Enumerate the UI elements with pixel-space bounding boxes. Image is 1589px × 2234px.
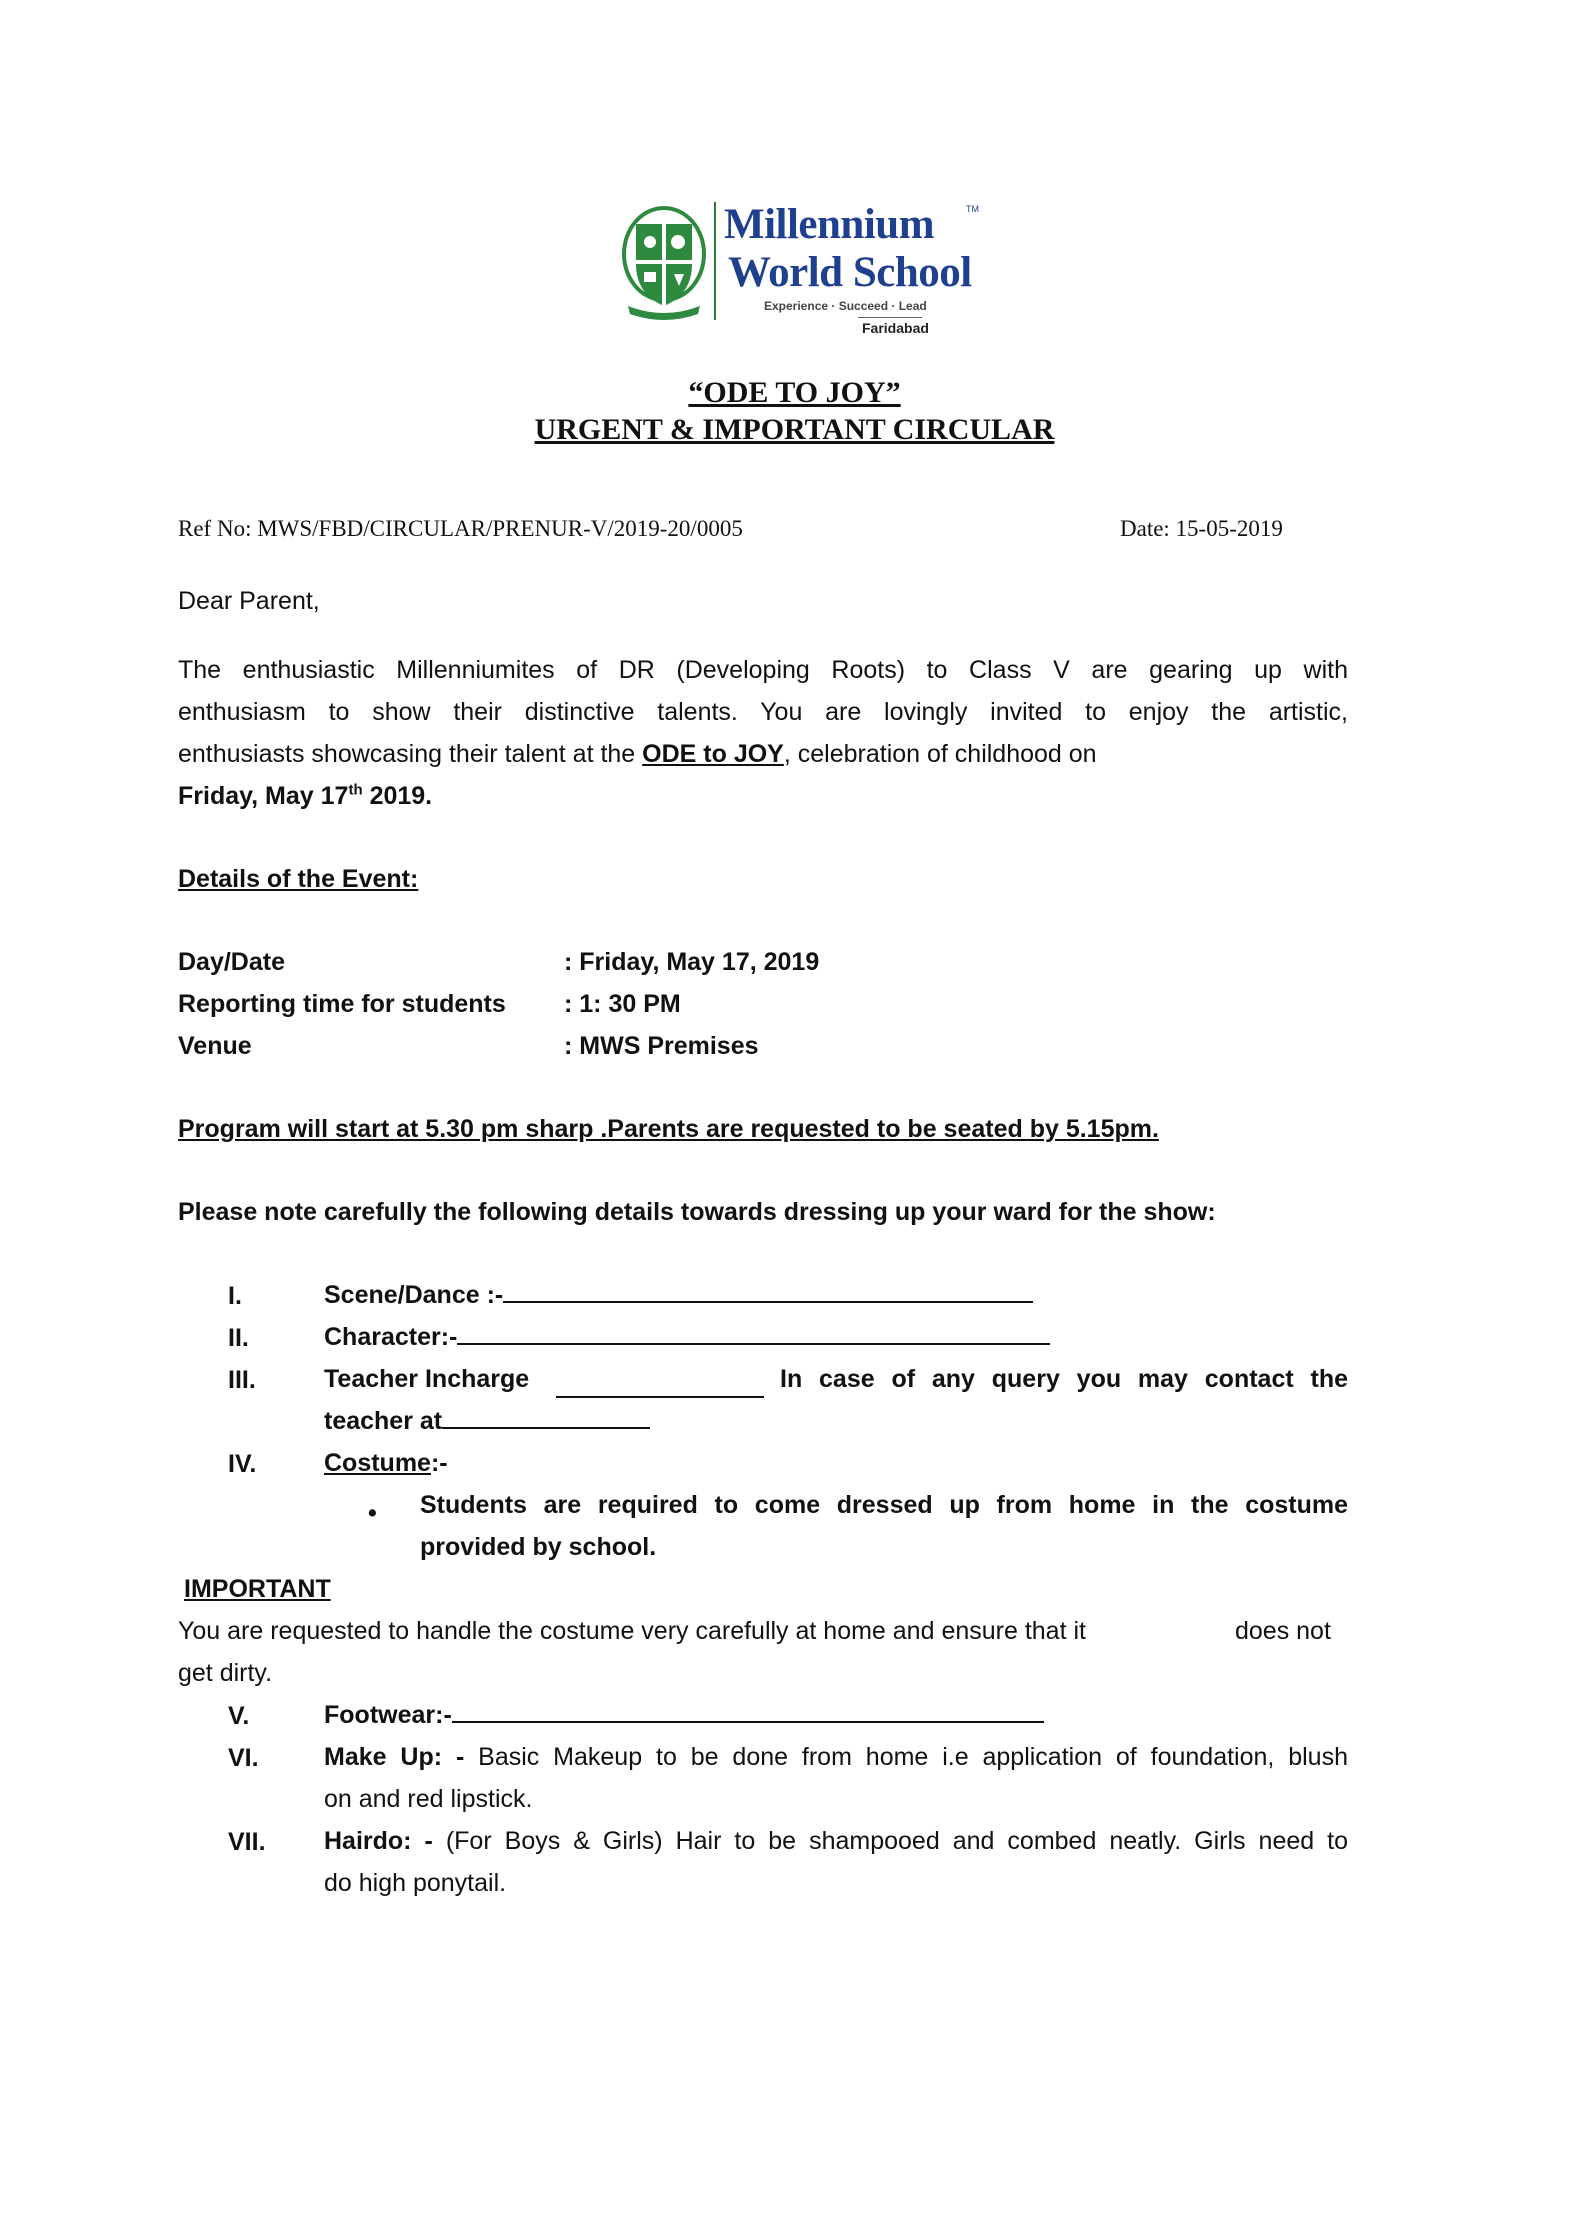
brand-line-2: World School <box>728 249 972 296</box>
intro-line-3 <box>178 733 1348 775</box>
detail-value-day-date: : Friday, May 17, 2019 <box>564 948 820 976</box>
item-scene-dance <box>324 1274 1033 1316</box>
hairdo-text-1: (For Boys & Girls) Hair to be shampooed and combed neatly. Girls need to <box>432 1827 1348 1855</box>
important-heading: IMPORTANT <box>184 1575 331 1603</box>
brand-tagline: Experience · Succeed · Lead <box>764 299 927 313</box>
footwear-label: Footwear:- <box>324 1701 452 1729</box>
event-date-year: 2019. <box>362 782 433 810</box>
intro-line-3-text: enthusiasts showcasing their talent at the <box>178 740 643 768</box>
detail-value-venue: : MWS Premises <box>564 1032 759 1060</box>
item-number-2: II. <box>228 1324 249 1352</box>
intro-line-3-end: , celebration of childhood on <box>783 740 1097 768</box>
teacher-incharge-blank <box>556 1370 764 1398</box>
important-text-line-1: You are requested to handle the costume very carefully at home and ensure that it <box>178 1617 1086 1645</box>
item-number-1: I. <box>228 1282 242 1310</box>
item-character <box>324 1316 1050 1358</box>
scene-dance-blank <box>503 1275 1033 1303</box>
important-text-line-2: get dirty. <box>178 1659 273 1687</box>
teacher-query-text: In case of any query you may contact the <box>780 1365 1348 1393</box>
costume-label: Costume <box>324 1449 431 1477</box>
teacher-incharge-label: Teacher Incharge <box>324 1365 530 1393</box>
hairdo-label: Hairdo: - <box>324 1827 433 1855</box>
detail-label-venue: Venue <box>178 1032 252 1060</box>
make-up-text-2: on and red lipstick. <box>324 1785 533 1813</box>
brand-line-1: Millennium <box>724 201 935 248</box>
circular-title: “ODE TO JOY” <box>688 376 901 409</box>
salutation: Dear Parent, <box>178 587 320 615</box>
details-heading: Details of the Event: <box>178 865 419 893</box>
costume-bullet-line-2: provided by school. <box>420 1533 657 1561</box>
event-name: ODE to JOY <box>642 740 784 768</box>
trademark-mark: TM <box>966 204 979 214</box>
event-date-suffix: th <box>348 781 363 799</box>
logo-divider <box>714 202 716 320</box>
circular-subtitle: URGENT & IMPORTANT CIRCULAR <box>534 413 1055 446</box>
reference-number: Ref No: MWS/FBD/CIRCULAR/PRENUR-V/2019-20/0005 <box>178 516 743 541</box>
circular-date: Date: 15-05-2019 <box>1120 516 1283 541</box>
item-make-up <box>324 1736 1348 1778</box>
teacher-contact-line <box>324 1400 650 1442</box>
detail-value-reporting-time: : 1: 30 PM <box>564 990 681 1018</box>
item-number-5: V. <box>228 1702 250 1730</box>
dress-instructions: Please note carefully the following details towards dressing up your ward for the show: <box>178 1198 1216 1226</box>
detail-label-reporting-time: Reporting time for students <box>178 990 506 1018</box>
event-date-line <box>178 775 1348 817</box>
event-date-text: Friday, May 17 <box>178 782 349 810</box>
costume-suffix: :- <box>430 1449 448 1477</box>
scene-dance-label: Scene/Dance :- <box>324 1281 504 1309</box>
footwear-blank <box>452 1695 1044 1723</box>
item-footwear <box>324 1694 1044 1736</box>
intro-paragraph <box>178 649 1348 817</box>
item-hairdo <box>324 1820 1348 1862</box>
bullet-icon: • <box>368 1499 377 1527</box>
character-blank <box>457 1317 1050 1345</box>
costume-bullet-line-1: Students are required to come dressed up from home in the costume <box>420 1491 1348 1519</box>
teacher-contact-blank <box>442 1401 650 1429</box>
important-text-line-1-end: does not <box>1235 1617 1331 1645</box>
detail-label-day-date: Day/Date <box>178 948 285 976</box>
item-number-4: IV. <box>228 1450 257 1478</box>
make-up-text-1: Basic Makeup to be done from home i.e application of foundation, blush <box>464 1743 1348 1771</box>
hairdo-text-2: do high ponytail. <box>324 1869 507 1897</box>
school-city: Faridabad <box>862 320 929 336</box>
item-number-6: VI. <box>228 1744 259 1772</box>
tagline-divider <box>858 317 922 318</box>
teacher-contact-label: teacher at <box>324 1407 443 1435</box>
program-start-note: Program will start at 5.30 pm sharp .Parents are requested to be seated by 5.15pm. <box>178 1115 1159 1143</box>
make-up-label: Make Up: - <box>324 1743 465 1771</box>
character-label: Character:- <box>324 1323 458 1351</box>
item-number-3: III. <box>228 1366 256 1394</box>
school-logo <box>622 196 1002 344</box>
item-number-7: VII. <box>228 1828 266 1856</box>
school-crest-icon <box>622 202 706 320</box>
intro-line-2: enthusiasm to show their distinctive talents. You are lovingly invited to enjoy the artistic, <box>178 698 1348 726</box>
intro-line-1: The enthusiastic Millenniumites of DR (Developing Roots) to Class V are gearing up with <box>178 656 1348 684</box>
item-costume <box>324 1442 448 1484</box>
